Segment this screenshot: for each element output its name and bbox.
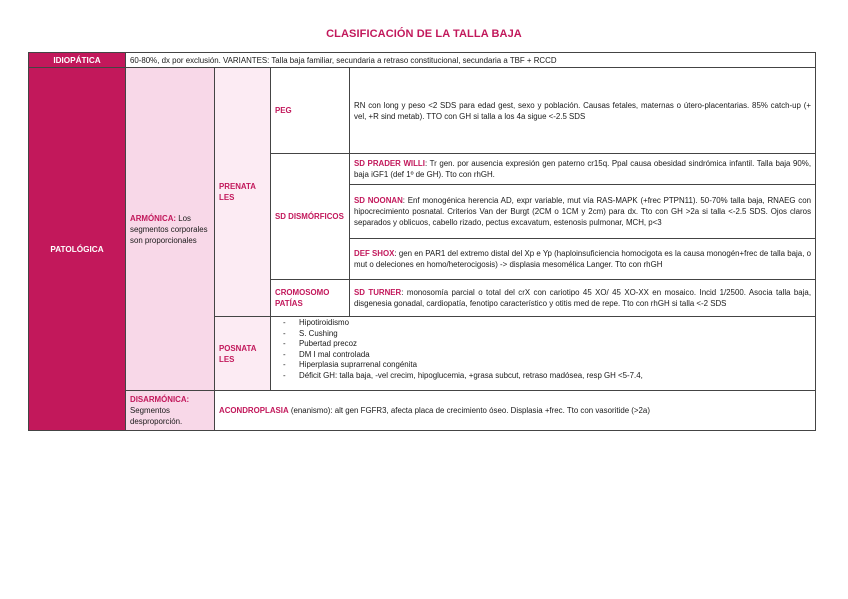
posnatales-list-cell xyxy=(271,317,816,391)
turner-cell xyxy=(350,280,816,317)
noonan-name: SD NOONAN xyxy=(354,196,403,205)
disarmonica-label: DISARMÓNICA: xyxy=(130,395,190,404)
patologica-label: PATOLÓGICA xyxy=(29,68,126,431)
sd-dismorficos-label: SD DISMÓRFICOS xyxy=(271,154,350,280)
classification-table xyxy=(28,52,816,431)
armonica-cell xyxy=(126,68,215,391)
idiopatica-label: IDIOPÁTICA xyxy=(29,53,126,68)
def-shox-cell xyxy=(350,239,816,280)
posnatales-list xyxy=(275,318,811,382)
list-item: - Hiperplasia suprarrenal congénita xyxy=(275,360,811,371)
armonica-label: ARMÓNICA: xyxy=(130,213,177,223)
prader-willi-name: SD PRADER WILLI xyxy=(354,159,425,168)
disarmonica-cell xyxy=(126,391,215,431)
page-title: CLASIFICACIÓN DE LA TALLA BAJA xyxy=(326,28,522,40)
row-idiopatica xyxy=(29,53,816,68)
list-item: - Déficit GH: talla baja, -vel crecim, hipoglucemia, +grasa subcut, retraso madósea, resp GH <5-7.4, xyxy=(275,371,811,382)
list-item: - Pubertad precoz xyxy=(275,339,811,350)
noonan-cell xyxy=(350,185,816,239)
posnatales-label: POSNATA LES xyxy=(215,317,271,391)
disarmonica-text: Segmentos desproporción. xyxy=(130,406,183,426)
cromosomopatias-label: CROMOSOMO PATÍAS xyxy=(271,280,350,317)
acondroplasia-desc: (enanismo): alt gen FGFR3, afecta placa de crecimiento óseo. Displasia +frec. Tto con vasoritide (>2a) xyxy=(288,406,650,415)
peg-text: RN con long y peso <2 SDS para edad gest, sexo y población. Causas fetales, maternas o útero-placentarias. 85% catch-up (+ vel, +R sind metab). TTO con GH si talla a los 4a sigue <-2.5 SDS xyxy=(350,68,816,154)
noonan-text: : Enf monogénica herencia AD, expr variable, mut vía RAS-MAPK (+frec PTPN11). 50-70% talla baja, RNAEG con hipocrecimiento posnatal. Criterios Van der Burgt (2CM o 1CM y 2cm) para dx. Tto con GH >2a si talla <-2.5 SDS. Ojos claros separados y oblicuos, cabello rizado, pectus excavatum, estenosis pulmonar, MCH, p<3 xyxy=(354,196,812,227)
def-shox-text: : gen en PAR1 del extremo distal del Xp e Yp (haploinsuficiencia homocigota es la causa monogén+frec de talla baja, o mut o deleciones en homo/heterocigosis) -> displasia mesomélica Langer. Tto con rhGH xyxy=(354,249,812,269)
list-item: - S. Cushing xyxy=(275,329,811,340)
prenatales-label: PRENATA LES xyxy=(215,68,271,317)
list-item: - DM I mal controlada xyxy=(275,350,811,361)
prader-willi-cell xyxy=(350,154,816,185)
peg-label: PEG xyxy=(271,68,350,154)
acondroplasia-cell xyxy=(215,391,816,431)
idiopatica-text: 60-80%, dx por exclusión. VARIANTES: Talla baja familiar, secundaria a retraso constitucional, secundaria a TBF + RCCD xyxy=(126,53,816,68)
acondroplasia-name: ACONDROPLASIA xyxy=(219,406,289,415)
armonica-text: Los segmentos corporales son proporcionales xyxy=(130,213,208,245)
prader-willi-text: : Tr gen. por ausencia expresión gen paterno cr15q. Ppal causa obesidad sindrómica infantil. Talla baja 90%, baja iGF1 (def 1º de GH). Tto con rhGH. xyxy=(354,159,812,179)
list-item: - Hipotiroidismo xyxy=(275,318,811,329)
turner-name: SD TURNER xyxy=(354,288,402,297)
row-disarmonica xyxy=(29,391,816,431)
turner-text: : monosomía parcial o total del crX con cariotipo 45 XO/ 45 XO-XX en mosaico. Incid 1/2500. Asocia talla baja, disgenesia gonadal, cardiopatía, fenotipo característico y otitis med de repe. Tto con rhGH si talla <-2 SDS xyxy=(354,288,812,308)
def-shox-name: DEF SHOX xyxy=(354,249,395,258)
row-peg xyxy=(29,68,816,154)
